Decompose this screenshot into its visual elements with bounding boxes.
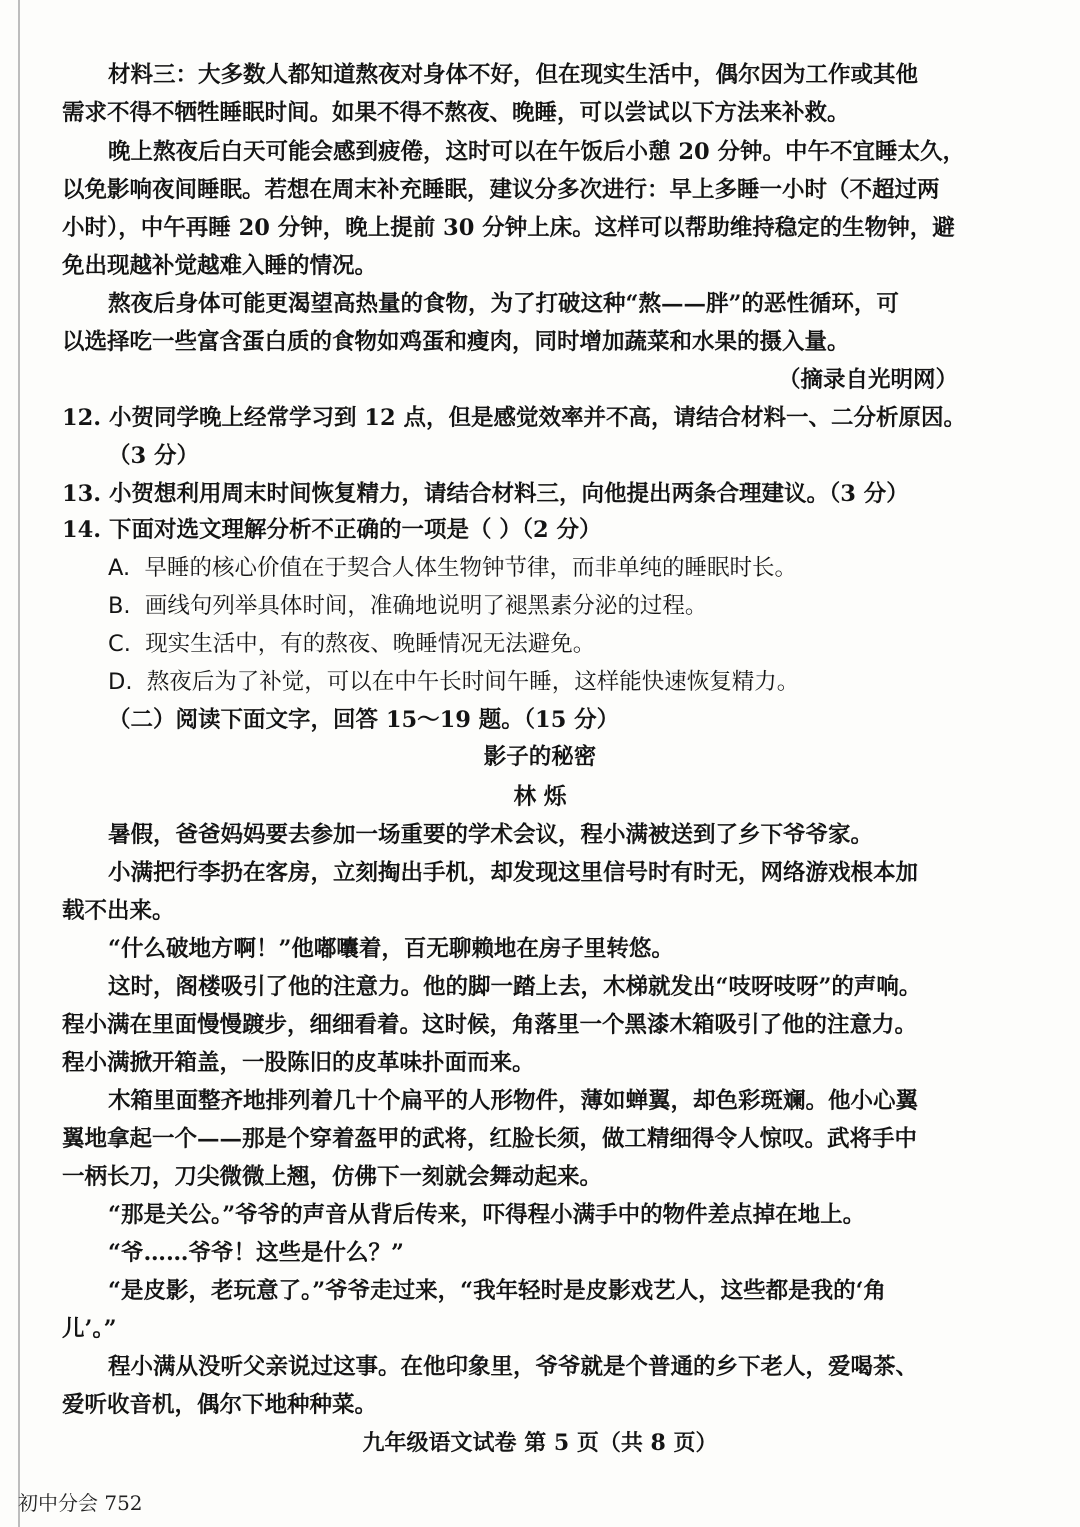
story-line: 载不出来。 xyxy=(62,898,175,924)
question-14: 14. 下面对选文理解分析不正确的一项是（ ）（2 分） xyxy=(62,517,602,543)
story-line: 一柄长刀，刀尖微微上翘，仿佛下一刻就会舞动起来。 xyxy=(62,1164,603,1190)
option-b xyxy=(108,591,707,621)
option-text: 早睡的核心价值在于契合人体生物钟节律，而非单纯的睡眠时长。 xyxy=(144,555,797,581)
story-author: 林 烁 xyxy=(513,784,567,810)
story-line: 爱听收音机，偶尔下地种种菜。 xyxy=(62,1392,378,1418)
option-a xyxy=(108,553,797,583)
material3-line: 材料三：大多数人都知道熬夜对身体不好，但在现实生活中，偶尔因为工作或其他 xyxy=(108,62,919,88)
option-letter: B. xyxy=(108,593,131,619)
option-letter: C. xyxy=(108,631,131,657)
material3-line: 以免影响夜间睡眠。若想在周末补充睡眠，建议分多次进行：早上多睡一小时（不超过两 xyxy=(62,177,940,203)
question-12: 12. 小贺同学晚上经常学习到 12 点，但是感觉效率并不高，请结合材料一、二分析原因。 xyxy=(62,405,966,431)
story-line: 程小满从没听父亲说过这事。在他印象里，爷爷就是个普通的乡下老人，爱喝茶、 xyxy=(108,1354,919,1380)
question-12-score: （3 分） xyxy=(108,443,199,469)
story-line: 程小满掀开箱盖，一股陈旧的皮革味扑面而来。 xyxy=(62,1050,535,1076)
story-line: “爷……爷爷！这些是什么？” xyxy=(108,1240,404,1266)
story-title: 影子的秘密 xyxy=(483,744,597,770)
story-line: 程小满在里面慢慢踱步，细细看着。这时候，角落里一个黑漆木箱吸引了他的注意力。 xyxy=(62,1012,918,1038)
story-line: 这时，阁楼吸引了他的注意力。他的脚一踏上去，木梯就发出“吱呀吱呀”的声响。 xyxy=(108,974,922,1000)
story-line: 儿’。” xyxy=(62,1316,117,1342)
material3-line: 小时），中午再睡 20 分钟，晚上提前 30 分钟上床。这样可以帮助维持稳定的生物钟，避 xyxy=(62,215,955,241)
section-heading: （二）阅读下面文字，回答 15～19 题。（15 分） xyxy=(108,707,620,733)
story-line: 翼地拿起一个——那是个穿着盔甲的武将，红脸长须，做工精细得令人惊叹。武将手中 xyxy=(62,1126,918,1152)
option-text: 画线句列举具体时间，准确地说明了褪黑素分泌的过程。 xyxy=(144,593,708,619)
material3-line: 免出现越补觉越难入睡的情况。 xyxy=(62,253,378,279)
story-line: “是皮影，老玩意了。”爷爷走过来，“我年轻时是皮影戏艺人，这些都是我的‘角 xyxy=(108,1278,886,1304)
source-citation: （摘录自光明网） xyxy=(778,367,959,393)
option-c xyxy=(108,629,595,659)
material3-line: 以选择吃一些富含蛋白质的食物如鸡蛋和瘦肉，同时增加蔬菜和水果的摄入量。 xyxy=(62,329,850,355)
page-footer: 九年级语文试卷 第 5 页（共 8 页） xyxy=(362,1430,718,1456)
option-text: 熬夜后为了补觉，可以在中午长时间午睡，这样能快速恢复精力。 xyxy=(146,669,800,695)
option-d xyxy=(108,667,799,697)
option-letter: A. xyxy=(108,555,131,581)
story-line: “什么破地方啊！”他嘟囔着，百无聊赖地在房子里转悠。 xyxy=(108,936,674,962)
story-line: 木箱里面整齐地排列着几十个扁平的人形物件，薄如蝉翼，却色彩斑斓。他小心翼 xyxy=(108,1088,919,1114)
material3-line: 晚上熬夜后白天可能会感到疲倦，这时可以在午饭后小憩 20 分钟。中午不宜睡太久， xyxy=(108,139,965,165)
question-13: 13. 小贺想利用周末时间恢复精力，请结合材料三，向他提出两条合理建议。（3 分） xyxy=(62,481,909,507)
option-letter: D. xyxy=(108,669,133,695)
corner-tag: 初中分会 752 xyxy=(18,1491,143,1515)
story-line: 暑假，爸爸妈妈要去参加一场重要的学术会议，程小满被送到了乡下爷爷家。 xyxy=(108,822,874,848)
story-line: “那是关公。”爷爷的声音从背后传来，吓得程小满手中的物件差点掉在地上。 xyxy=(108,1202,866,1228)
material3-line: 熬夜后身体可能更渴望高热量的食物，为了打破这种“熬——胖”的恶性循环，可 xyxy=(108,291,899,317)
story-line: 小满把行李扔在客房，立刻掏出手机，却发现这里信号时有时无，网络游戏根本加 xyxy=(108,860,919,886)
material3-line: 需求不得不牺牲睡眠时间。如果不得不熬夜、晚睡，可以尝试以下方法来补救。 xyxy=(62,100,850,126)
option-text: 现实生活中，有的熬夜、晚睡情况无法避免。 xyxy=(145,631,596,657)
